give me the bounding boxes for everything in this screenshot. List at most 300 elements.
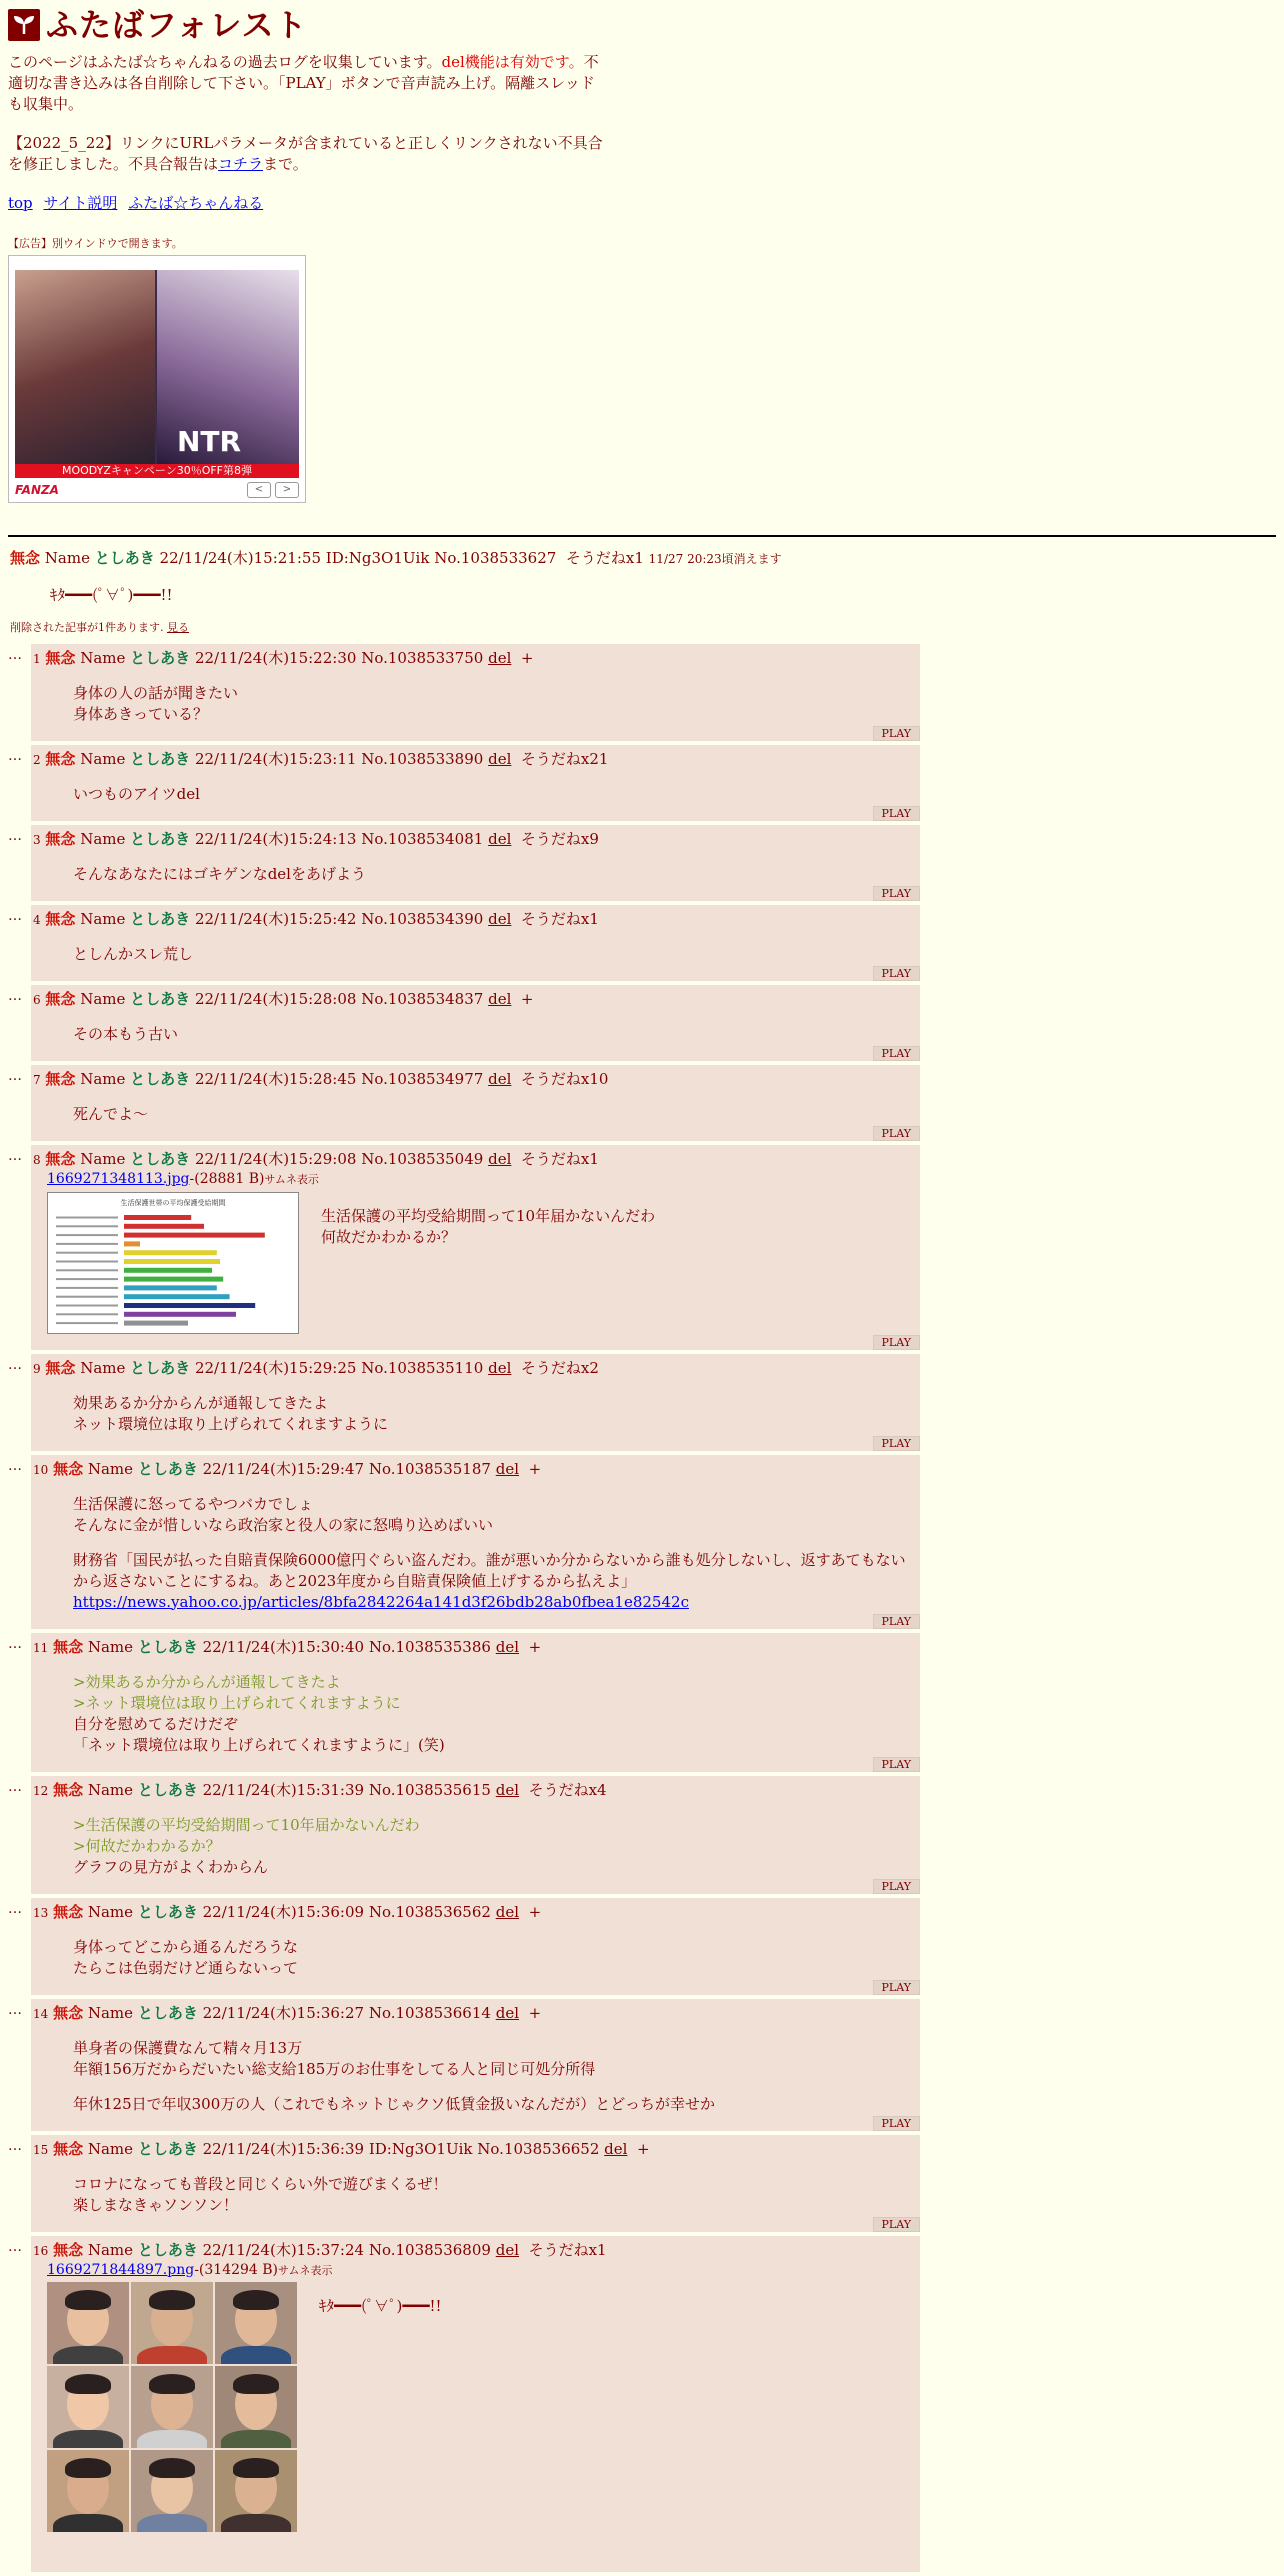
reply-number: 14 bbox=[33, 2006, 49, 2021]
reply-no: No.1038535386 bbox=[368, 1637, 491, 1656]
chart-bar bbox=[124, 1267, 212, 1272]
reply-post bbox=[31, 1633, 920, 1772]
reply-row bbox=[8, 1633, 920, 1772]
face-photo bbox=[47, 2282, 129, 2364]
soudane-button[interactable]: + bbox=[528, 1637, 542, 1656]
reply-subject: 無念 bbox=[45, 750, 76, 768]
reply-no: No.1038535615 bbox=[368, 1780, 491, 1799]
play-button[interactable]: PLAY bbox=[873, 1046, 920, 1061]
chart-row-label bbox=[56, 1304, 118, 1306]
reply-text: グラフの見方がよくわからん bbox=[73, 1857, 269, 1876]
reply-number: 11 bbox=[33, 1640, 49, 1655]
reply-no: No.1038536809 bbox=[368, 2240, 491, 2259]
reply-header bbox=[33, 1149, 916, 1170]
file-link[interactable]: 1669271844897.png bbox=[47, 2261, 195, 2278]
del-link[interactable]: del bbox=[488, 750, 512, 768]
simple-replies bbox=[8, 644, 920, 1141]
reply-body-para2: 財務省「国民が払った自賠責保険6000億円ぐらい盗んだわ。誰が悪いか分からないから誰も処分しないし、返すあてもないから返さないことにするね。あと2023年度から自賠責保険値上げするから払えよ」 bbox=[73, 1550, 906, 1590]
reply-body bbox=[73, 1815, 916, 1878]
ad-campaign-banner[interactable]: MOODYZキャンペーン30％OFF第8弾 bbox=[15, 464, 299, 478]
reply-subject: 無念 bbox=[45, 990, 76, 1008]
chart-row-label bbox=[56, 1295, 118, 1297]
face-body bbox=[53, 2430, 123, 2448]
face-body bbox=[53, 2514, 123, 2532]
reply-post bbox=[31, 1145, 920, 1350]
reply-body-para2: 年休125日で年収300万の人（これでもネットじゃクソ低賃金扱いなんだが）とどっちが幸せか bbox=[73, 2094, 715, 2113]
reply-poster: としあき bbox=[137, 2003, 198, 2022]
face-photo bbox=[131, 2450, 213, 2532]
reply-post bbox=[31, 745, 920, 821]
reply-poster: としあき bbox=[130, 910, 191, 928]
reply-poster: としあき bbox=[130, 649, 191, 667]
chart-row-label bbox=[56, 1286, 118, 1288]
reply-poster: としあき bbox=[130, 750, 191, 768]
intro-part2: 不適切な書き込みは各自削除して下さい。「PLAY」ボタンで音声読み上げ。隔離スレッドも収集中。 bbox=[8, 53, 599, 113]
face-body bbox=[221, 2514, 291, 2532]
chart-bar bbox=[124, 1232, 265, 1237]
intro-text bbox=[8, 52, 608, 115]
reply-body: 死んでよ〜 bbox=[73, 1105, 149, 1123]
face-photo bbox=[215, 2366, 297, 2448]
reply-header bbox=[33, 909, 916, 930]
file-size: -(314294 B) bbox=[194, 2261, 279, 2278]
reply-body bbox=[73, 2038, 916, 2115]
chart-bar bbox=[124, 1276, 223, 1281]
ad-banner-box[interactable] bbox=[8, 255, 306, 503]
op-subject: 無念 bbox=[10, 549, 41, 567]
reply-name-label: Name bbox=[87, 1459, 134, 1478]
reply-body bbox=[73, 1672, 916, 1756]
face-photo bbox=[215, 2450, 297, 2532]
thumb-label: サムネ表示 bbox=[264, 1173, 319, 1186]
del-link[interactable]: del bbox=[495, 1780, 520, 1799]
divider bbox=[8, 535, 1276, 537]
notice-body: 【2022_5_22】リンクにURLパラメータが含まれていると正しくリンクされない不具合を修正しました。不具合報告は bbox=[8, 134, 603, 173]
del-link[interactable]: del bbox=[488, 1358, 512, 1377]
chart-bar bbox=[124, 1320, 188, 1325]
reply-menu-dots[interactable]: … bbox=[8, 988, 22, 1004]
thumb-label: サムネ表示 bbox=[278, 2263, 333, 2277]
soudane-button[interactable]: そうだねx2 bbox=[520, 1358, 599, 1377]
reply-poster: としあき bbox=[130, 1358, 191, 1377]
reply-row bbox=[8, 1354, 920, 1451]
file-info bbox=[47, 1170, 916, 1190]
bar-chart bbox=[48, 1193, 298, 1333]
file-info bbox=[47, 2261, 916, 2281]
reply-no: No.1038533750 bbox=[361, 649, 484, 667]
reply-menu-dots[interactable]: … bbox=[8, 828, 22, 844]
face-body bbox=[137, 2346, 207, 2364]
reply-post bbox=[31, 644, 920, 741]
reply-date: 22/11/24(木)15:31:39 bbox=[202, 1780, 365, 1799]
reply-post bbox=[31, 1999, 920, 2131]
play-button[interactable]: PLAY bbox=[873, 2217, 920, 2232]
face-hair bbox=[233, 2458, 279, 2478]
site-title: ふたばフォレスト bbox=[46, 5, 308, 44]
op-id: ID:Ng3O1Uik bbox=[325, 549, 430, 567]
reply-menu-dots[interactable]: … bbox=[8, 2001, 22, 2018]
op-date: 22/11/24(木)15:21:55 bbox=[159, 549, 321, 567]
reply-menu-dots[interactable]: … bbox=[8, 647, 22, 663]
reply-number: 15 bbox=[33, 2142, 49, 2157]
del-link[interactable]: del bbox=[495, 2003, 520, 2022]
face-photo bbox=[47, 2450, 129, 2532]
reply-menu-dots[interactable]: … bbox=[8, 1356, 22, 1373]
reply-subject: 無念 bbox=[53, 2139, 84, 2158]
reply-post bbox=[31, 2236, 920, 2573]
reply-no: No.1038535049 bbox=[361, 1150, 484, 1168]
reply-number: 12 bbox=[33, 1783, 49, 1798]
reply-post bbox=[31, 985, 920, 1061]
nav-about-link[interactable]: サイト説明 bbox=[43, 194, 118, 212]
reply-header bbox=[33, 1459, 916, 1480]
reply-no: No.1038534081 bbox=[361, 830, 484, 848]
nav-futaba-link[interactable]: ふたば☆ちゃんねる bbox=[128, 194, 264, 212]
news-link[interactable]: https://news.yahoo.co.jp/articles/8bfa2842264a141d3f26bdb28ab0fbea1e82542c bbox=[73, 1592, 689, 1611]
reply-date: 22/11/24(木)15:36:09 bbox=[202, 1902, 365, 1921]
reply-header bbox=[33, 2139, 916, 2160]
play-button[interactable]: PLAY bbox=[873, 1980, 920, 1995]
reply-header bbox=[33, 648, 916, 669]
reply-name-label: Name bbox=[80, 1150, 126, 1168]
face-hair bbox=[65, 2374, 111, 2394]
reply-poster: としあき bbox=[137, 1459, 198, 1478]
op-poster: としあき bbox=[94, 549, 155, 567]
reply-number: 4 bbox=[33, 913, 41, 927]
reply-date: 22/11/24(木)15:30:40 bbox=[202, 1637, 365, 1656]
quote-line: >何故だかわかるか？ bbox=[73, 1836, 221, 1855]
reply-id: ID:Ng3O1Uik bbox=[368, 2139, 473, 2158]
op-expire: 11/27 20:23頃消えます bbox=[648, 552, 782, 566]
reply-subject: 無念 bbox=[53, 2240, 84, 2259]
chart-row-label bbox=[56, 1269, 118, 1271]
reply-header bbox=[33, 1780, 916, 1801]
reply-row bbox=[8, 1776, 920, 1894]
reply-row bbox=[8, 1065, 920, 1141]
reply-header bbox=[33, 2240, 916, 2261]
reply-row bbox=[8, 2135, 920, 2232]
reply-row bbox=[8, 745, 920, 821]
reply-name-label: Name bbox=[80, 1358, 126, 1377]
del-link[interactable]: del bbox=[488, 1070, 512, 1088]
reply-number: 9 bbox=[33, 1361, 41, 1376]
reply-number: 6 bbox=[33, 993, 41, 1007]
chart-thumbnail[interactable] bbox=[47, 1192, 299, 1334]
play-button[interactable]: PLAY bbox=[873, 2116, 920, 2131]
reply-body-para1: 生活保護に怒ってるやつバカでしょ そんなに金が惜しいなら政治家と役人の家に怒鳴り込めばいい bbox=[73, 1494, 494, 1534]
reply-number: 3 bbox=[33, 833, 41, 847]
chart-title: 生活保護世帯の平均保護受給期間 bbox=[120, 1198, 226, 1207]
reply-body: そんなあなたにはゴキゲンなdelをあげよう bbox=[73, 865, 366, 883]
nav-top-link[interactable]: top bbox=[8, 194, 33, 212]
play-button[interactable]: PLAY bbox=[873, 1126, 920, 1141]
reply-row bbox=[8, 1455, 920, 1629]
reply-date: 22/11/24(木)15:28:45 bbox=[194, 1070, 357, 1088]
reply-subject: 無念 bbox=[53, 1780, 84, 1799]
reply-row bbox=[8, 1999, 920, 2131]
deleted-notice bbox=[10, 620, 189, 635]
reply-post bbox=[31, 1776, 920, 1894]
reply-header bbox=[33, 829, 916, 850]
op-post bbox=[10, 548, 1270, 606]
reply-poster: としあき bbox=[137, 1780, 198, 1799]
ad-note: 【広告】別ウインドウで開きます。 bbox=[8, 237, 183, 250]
reply-menu-dots[interactable]: … bbox=[8, 908, 22, 924]
reply-row bbox=[8, 2236, 920, 2573]
chart-bar bbox=[124, 1303, 255, 1308]
soudane-button[interactable]: + bbox=[528, 2003, 542, 2022]
chart-bar bbox=[124, 1285, 217, 1290]
face-hair bbox=[65, 2458, 111, 2478]
reply-poster: としあき bbox=[130, 1070, 191, 1088]
play-button[interactable]: PLAY bbox=[873, 1335, 920, 1350]
reply-no: No.1038535110 bbox=[361, 1358, 484, 1377]
face-body bbox=[221, 2346, 291, 2364]
reply-post bbox=[31, 1455, 920, 1629]
ad-next-button[interactable]: > bbox=[275, 482, 299, 498]
file-link[interactable]: 1669271348113.jpg bbox=[47, 1171, 190, 1187]
reply-header bbox=[33, 1637, 916, 1658]
face-photo bbox=[215, 2282, 297, 2364]
reply-body-para1: 単身者の保護費なんて精々月13万 年額156万だからだいたい総支給185万のお仕事をしてる人と同じ可処分所得 bbox=[73, 2038, 596, 2078]
chart-bar bbox=[124, 1223, 204, 1228]
soudane-button[interactable]: + bbox=[528, 1459, 542, 1478]
reply-date: 22/11/24(木)15:36:39 bbox=[202, 2139, 365, 2158]
file-size: -(28881 B) bbox=[189, 1171, 265, 1187]
reply-subject: 無念 bbox=[53, 2003, 84, 2022]
faces-thumbnail[interactable] bbox=[47, 2282, 297, 2532]
reply-name-label: Name bbox=[87, 2240, 134, 2259]
play-button[interactable]: PLAY bbox=[873, 966, 920, 981]
reply-date: 22/11/24(木)15:29:25 bbox=[194, 1358, 357, 1377]
soudane-button[interactable]: + bbox=[528, 1902, 542, 1921]
reply-no: No.1038534977 bbox=[361, 1070, 484, 1088]
reply-name-label: Name bbox=[80, 830, 126, 848]
reply-list bbox=[8, 644, 920, 2576]
face-body bbox=[137, 2514, 207, 2532]
reply-name-label: Name bbox=[87, 2139, 134, 2158]
quote-line: >ネット環境位は取り上げられてくれますように bbox=[73, 1693, 401, 1712]
del-link[interactable]: del bbox=[495, 2240, 520, 2259]
del-link[interactable]: del bbox=[488, 830, 512, 848]
reply-body: 効果あるか分からんが通報してきたよ ネット環境位は取り上げられてくれますように bbox=[73, 1393, 389, 1433]
reply-date: 22/11/24(木)15:24:13 bbox=[194, 830, 357, 848]
del-link[interactable]: del bbox=[604, 2139, 628, 2158]
reply-menu-dots[interactable]: … bbox=[8, 1068, 22, 1084]
play-button[interactable]: PLAY bbox=[873, 1436, 920, 1451]
show-deleted-link[interactable]: 見る bbox=[167, 621, 189, 634]
reply-menu-dots[interactable]: … bbox=[8, 2238, 22, 2255]
reply-number: 16 bbox=[33, 2243, 49, 2258]
chart-row-label bbox=[56, 1234, 118, 1236]
chart-row-label bbox=[56, 1313, 118, 1315]
face-photo bbox=[131, 2282, 213, 2364]
reply-no: No.1038533890 bbox=[361, 750, 484, 768]
reply-row bbox=[8, 825, 920, 901]
reply-poster: としあき bbox=[137, 1637, 198, 1656]
del-link[interactable]: del bbox=[488, 990, 512, 1008]
reply-number: 2 bbox=[33, 753, 41, 767]
notice-tail: まで。 bbox=[263, 155, 308, 173]
reply-poster: としあき bbox=[137, 2139, 198, 2158]
op-soudane[interactable]: そうだねx1 bbox=[565, 549, 644, 567]
reply-poster: としあき bbox=[137, 2240, 198, 2259]
chart-bar bbox=[124, 1241, 140, 1246]
op-name-label: Name bbox=[44, 549, 90, 567]
reply-subject: 無念 bbox=[53, 1902, 84, 1921]
ad-image[interactable] bbox=[15, 270, 299, 464]
face-body bbox=[221, 2430, 291, 2448]
intro-part1: このページはふたば☆ちゃんねるの過去ログを収集しています。 bbox=[8, 53, 442, 71]
chart-bar bbox=[124, 1294, 230, 1299]
play-button[interactable]: PLAY bbox=[873, 726, 920, 741]
soudane-button[interactable]: + bbox=[520, 649, 534, 667]
chart-row-label bbox=[56, 1278, 118, 1280]
face-photo bbox=[131, 2366, 213, 2448]
reply-date: 22/11/24(木)15:29:08 bbox=[194, 1150, 357, 1168]
reply-body: 生活保護の平均受給期間って10年届かないんだわ 何故だかわかるか？ bbox=[321, 1206, 656, 1246]
reply-header bbox=[33, 1358, 916, 1379]
chart-bar bbox=[124, 1259, 220, 1264]
face-hair bbox=[149, 2290, 195, 2310]
play-button[interactable]: PLAY bbox=[873, 886, 920, 901]
reply-name-label: Name bbox=[87, 1902, 134, 1921]
reply-date: 22/11/24(木)15:25:42 bbox=[194, 910, 357, 928]
soudane-button[interactable]: + bbox=[520, 990, 534, 1008]
reply-no: No.1038534390 bbox=[361, 910, 484, 928]
reply-subject: 無念 bbox=[45, 1358, 76, 1377]
reply-menu-dots[interactable]: … bbox=[8, 1635, 22, 1652]
reply-row bbox=[8, 985, 920, 1061]
del-link[interactable]: del bbox=[495, 1902, 520, 1921]
play-button[interactable]: PLAY bbox=[873, 1757, 920, 1772]
reply-date: 22/11/24(木)15:23:11 bbox=[194, 750, 357, 768]
soudane-button[interactable]: + bbox=[637, 2139, 650, 2158]
del-link[interactable]: del bbox=[488, 649, 512, 667]
soudane-button[interactable]: そうだねx21 bbox=[520, 750, 609, 768]
reply-post bbox=[31, 905, 920, 981]
reply-body: 身体ってどこから通るんだろうな たらこは色弱だけど通らないって bbox=[73, 1937, 299, 1977]
del-link[interactable]: del bbox=[495, 1459, 520, 1478]
fanza-logo: FANZA bbox=[15, 483, 59, 498]
reply-subject: 無念 bbox=[45, 649, 76, 667]
report-link[interactable]: コチラ bbox=[218, 155, 264, 173]
reply-post bbox=[31, 1354, 920, 1451]
reply-menu-dots[interactable]: … bbox=[8, 1900, 22, 1917]
reply-name-label: Name bbox=[87, 1780, 134, 1799]
reply-no: No.1038534837 bbox=[361, 990, 484, 1008]
del-link[interactable]: del bbox=[488, 1150, 512, 1168]
reply-body: コロナになっても普段と同じくらい外で遊びまくるぜ！ 楽しまなきゃソンソン！ bbox=[73, 2174, 448, 2214]
reply-body: いつものアイツdel bbox=[73, 785, 200, 803]
reply-body: ｷﾀ━━━(ﾟ∀ﾟ)━━━!! bbox=[319, 2297, 442, 2316]
play-button[interactable]: PLAY bbox=[873, 1879, 920, 1894]
reply-post bbox=[31, 1898, 920, 1995]
reply-no: No.1038535187 bbox=[368, 1459, 491, 1478]
reply-menu-dots[interactable]: … bbox=[8, 2137, 22, 2154]
op-no: No.1038533627 bbox=[434, 549, 557, 567]
reply-name-label: Name bbox=[80, 910, 126, 928]
nav-links bbox=[8, 193, 1276, 214]
reply-row bbox=[8, 905, 920, 981]
reply-subject: 無念 bbox=[45, 910, 76, 928]
reply-post bbox=[31, 1065, 920, 1141]
reply-number: 13 bbox=[33, 1905, 49, 1920]
reply-poster: としあき bbox=[137, 1902, 198, 1921]
ad-ntr-text: NTR bbox=[177, 425, 242, 459]
reply-post bbox=[31, 2135, 920, 2232]
face-hair bbox=[65, 2290, 111, 2310]
chart-row-label bbox=[56, 1322, 118, 1324]
reply-menu-dots[interactable]: … bbox=[8, 1148, 22, 1164]
chart-row-label bbox=[56, 1242, 118, 1244]
reply-no: No.1038536652 bbox=[477, 2139, 600, 2158]
soudane-button[interactable]: そうだねx1 bbox=[528, 2240, 607, 2259]
soudane-button[interactable]: そうだねx1 bbox=[520, 910, 599, 928]
reply-name-label: Name bbox=[87, 2003, 134, 2022]
reply-number: 8 bbox=[33, 1153, 41, 1167]
reply-header bbox=[33, 749, 916, 770]
ad-prev-button[interactable]: < bbox=[247, 482, 271, 498]
play-button[interactable]: PLAY bbox=[873, 1614, 920, 1629]
face-hair bbox=[149, 2458, 195, 2478]
notice-text bbox=[8, 133, 608, 175]
reply-poster: としあき bbox=[130, 1150, 191, 1168]
reply-subject: 無念 bbox=[53, 1459, 84, 1478]
del-link[interactable]: del bbox=[495, 1637, 520, 1656]
face-body bbox=[137, 2430, 207, 2448]
reply-menu-dots[interactable]: … bbox=[8, 1778, 22, 1795]
reply-name-label: Name bbox=[80, 1070, 126, 1088]
reply-name-label: Name bbox=[80, 990, 126, 1008]
reply-subject: 無念 bbox=[45, 830, 76, 848]
soudane-button[interactable]: そうだねx10 bbox=[520, 1070, 609, 1088]
reply-menu-dots[interactable]: … bbox=[8, 748, 22, 764]
reply-date: 22/11/24(木)15:36:27 bbox=[202, 2003, 365, 2022]
intro-del-notice: del機能は有効です。 bbox=[441, 53, 584, 71]
reply-date: 22/11/24(木)15:37:24 bbox=[202, 2240, 365, 2259]
reply-text: 自分を慰めてるだけだぞ 「ネット環境位は取り上げられてくれますように」(笑) bbox=[73, 1714, 445, 1754]
chart-row-label bbox=[56, 1260, 118, 1262]
reply-body: その本もう古い bbox=[73, 1025, 179, 1043]
chart-bar bbox=[124, 1311, 236, 1316]
reply-name-label: Name bbox=[87, 1637, 134, 1656]
face-photo bbox=[47, 2366, 129, 2448]
reply-menu-dots[interactable]: … bbox=[8, 1457, 22, 1474]
reply-no: No.1038536562 bbox=[368, 1902, 491, 1921]
reply-subject: 無念 bbox=[53, 1637, 84, 1656]
site-header bbox=[8, 6, 1276, 44]
reply-subject: 無念 bbox=[45, 1150, 76, 1168]
chart-bar bbox=[124, 1250, 217, 1255]
quote-line: >生活保護の平均受給期間って10年届かないんだわ bbox=[73, 1815, 420, 1834]
reply-header bbox=[33, 989, 916, 1010]
deleted-text: 削除された記事が1件あります. bbox=[10, 621, 164, 634]
reply-body bbox=[73, 1494, 916, 1613]
op-body: ｷﾀ━━━(ﾟ∀ﾟ)━━━!! bbox=[50, 586, 173, 604]
reply-number: 1 bbox=[33, 652, 41, 666]
play-button[interactable]: PLAY bbox=[873, 806, 920, 821]
reply-subject: 無念 bbox=[45, 1070, 76, 1088]
reply-poster: としあき bbox=[130, 830, 191, 848]
reply-body: 身体の人の話が聞きたい 身体あきっている？ bbox=[73, 684, 239, 723]
chart-row-label bbox=[56, 1225, 118, 1227]
soudane-button[interactable]: そうだねx9 bbox=[520, 830, 599, 848]
soudane-button[interactable]: そうだねx1 bbox=[520, 1150, 599, 1168]
reply-header bbox=[33, 1069, 916, 1090]
soudane-button[interactable]: そうだねx4 bbox=[528, 1780, 607, 1799]
del-link[interactable]: del bbox=[488, 910, 512, 928]
